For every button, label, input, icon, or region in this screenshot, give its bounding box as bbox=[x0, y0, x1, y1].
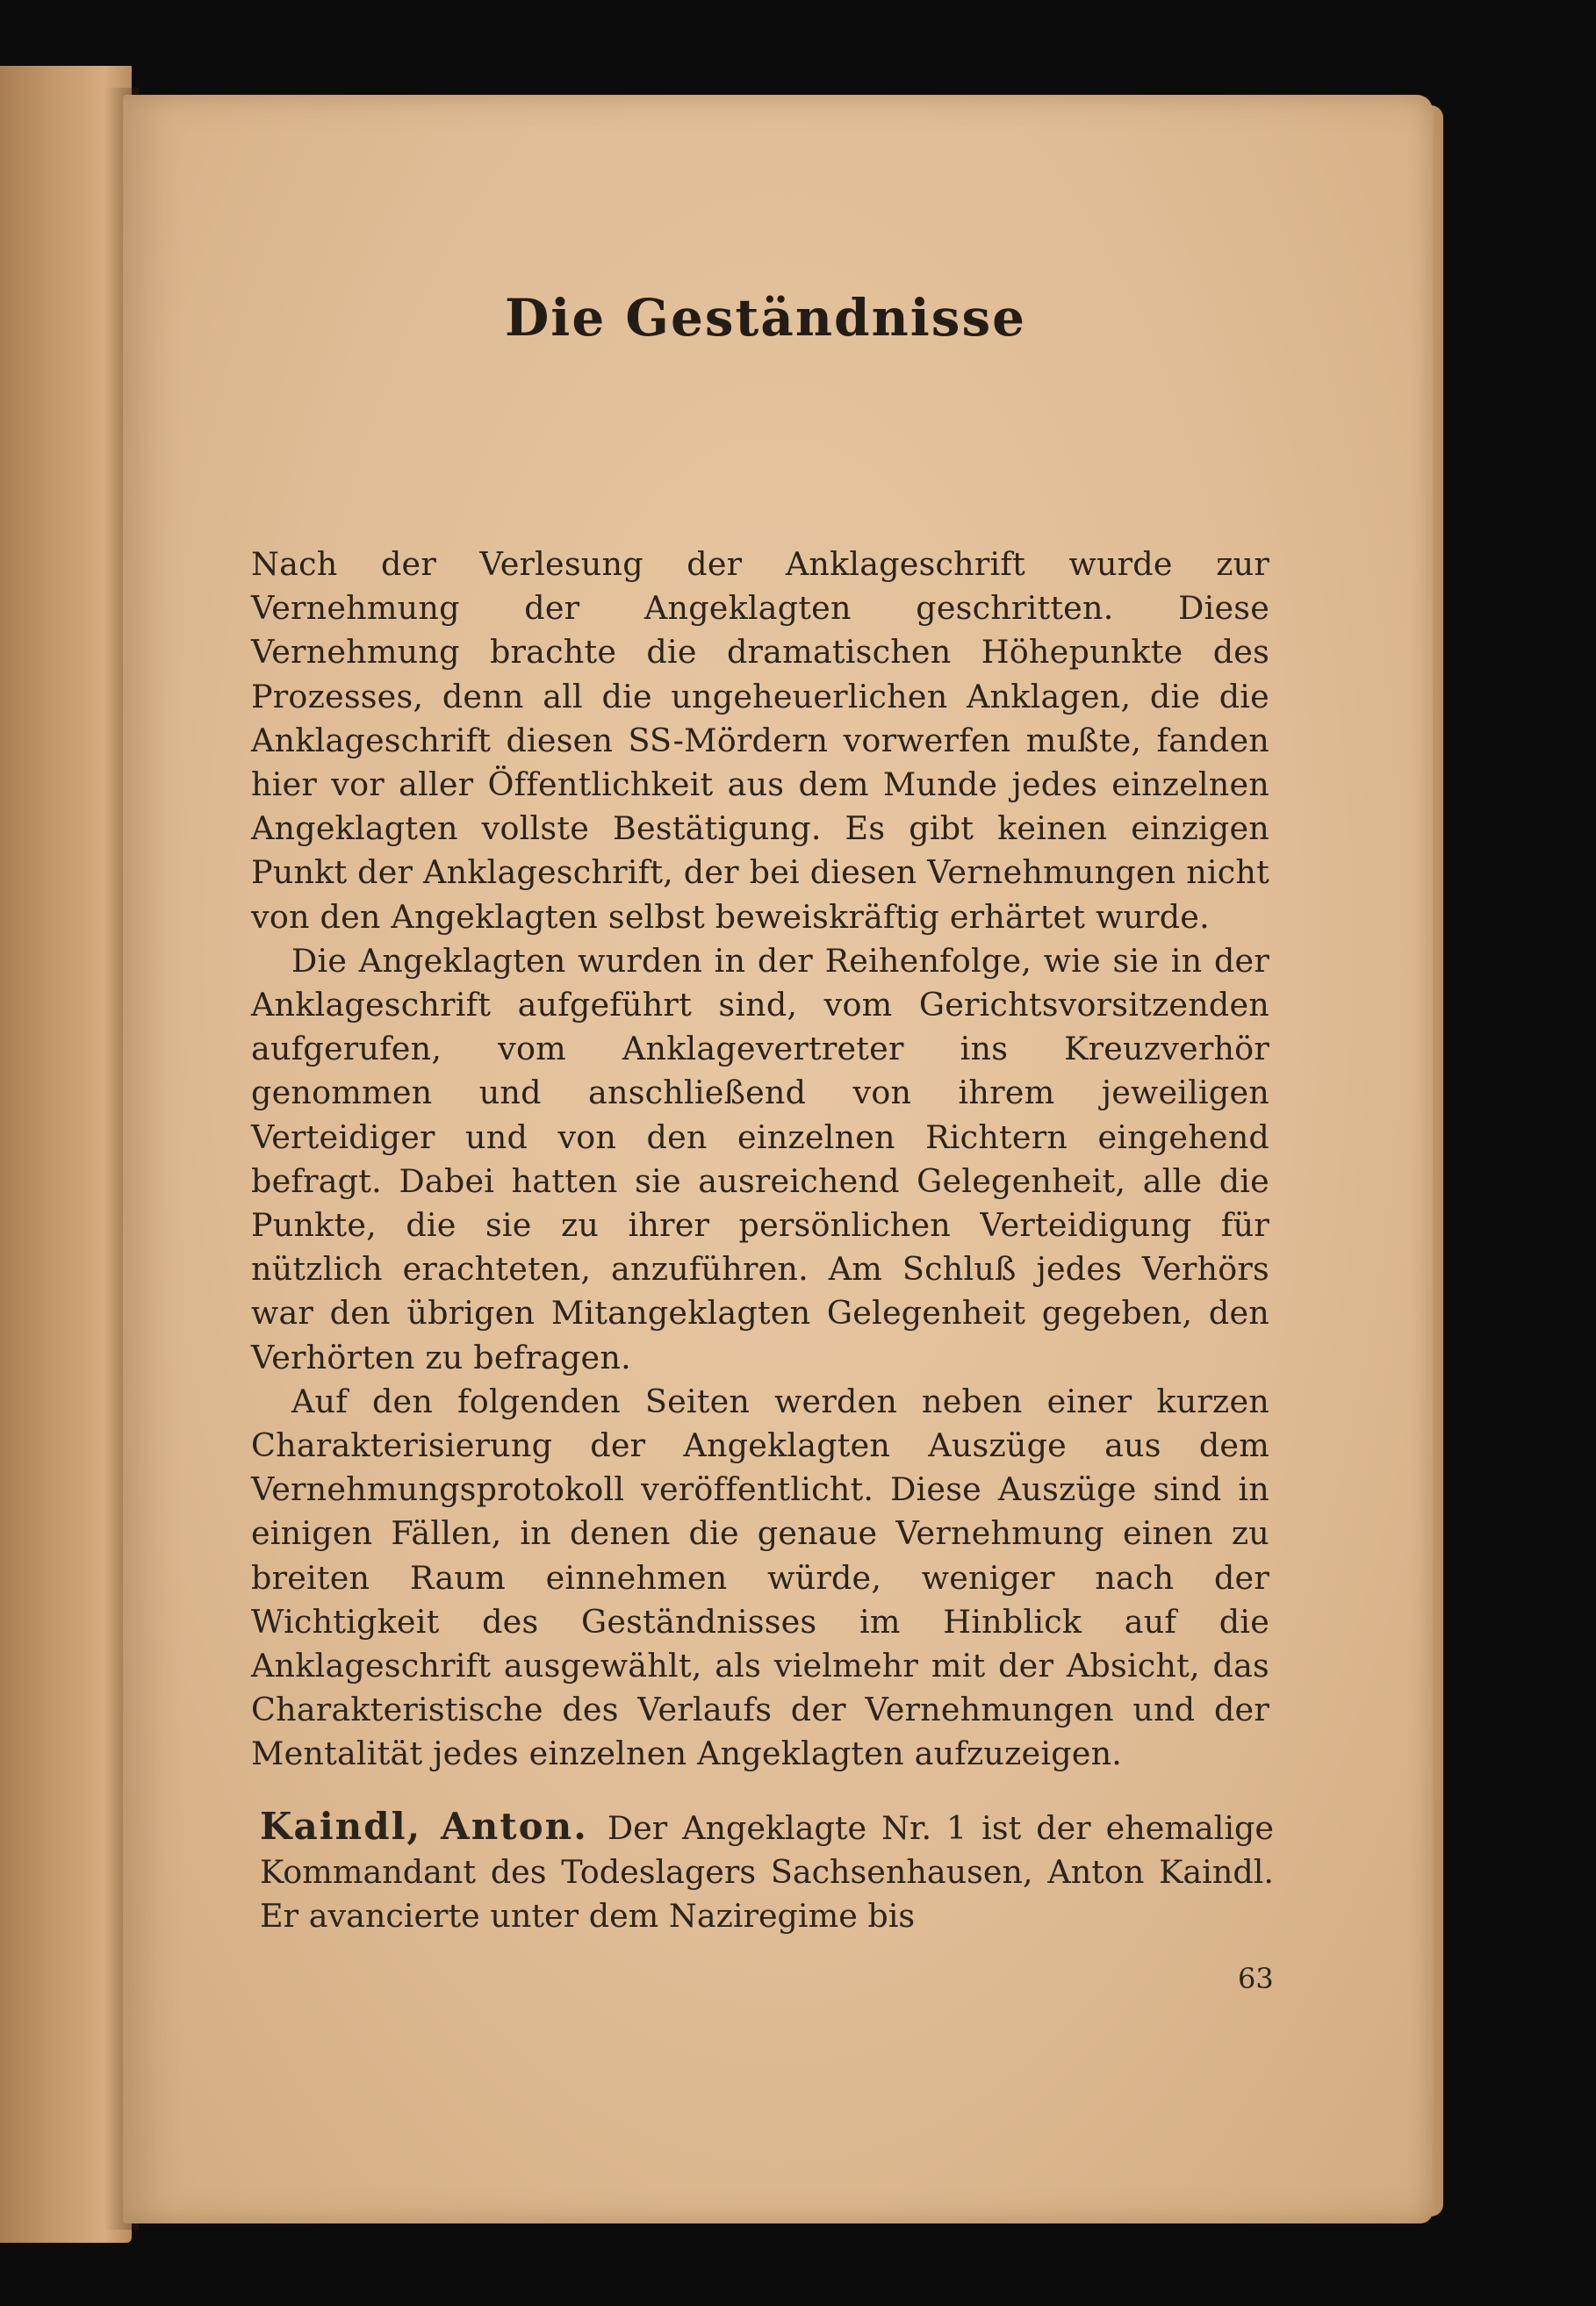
paragraph-2: Die Angeklagten wurden in der Reihenfolge, wie sie in der Anklageschrift aufgeführt sind, vom Gerichtsvorsitzenden aufgerufen, vom Anklagevertreter ins Kreuzverhör genommen und anschließend von ihrem jeweiligen Verteidiger und von den einzelnen Richtern eingehend befragt. Dabei hatten sie ausreichend Gelegenheit, alle die Punkte, die sie zu ihrer persönlichen Verteidigung für nützlich erachteten, anzuführen. Am Schluß jedes Verhörs war den übrigen Mitangeklagten Gelegenheit gegeben, den Verhörten zu befragen. bbox=[251, 941, 1269, 1376]
defendant-name: Kaindl, Anton. bbox=[260, 1805, 588, 1848]
defendant-entry-text: Der Angeklagte Nr. 1 ist der ehemalige Kommandant des Todeslagers Sachsenhausen, Anton Kaindl. Er avancierte unter dem Naziregime bis bbox=[260, 1809, 1274, 1936]
body-text bbox=[251, 542, 1269, 1777]
page-title: Die Geständnisse bbox=[505, 288, 1027, 348]
defendant-entry bbox=[260, 1805, 1274, 1939]
paragraph-3: Auf den folgenden Seiten werden neben einer kurzen Charakterisierung der Angeklagten Auszüge aus dem Vernehmungsprotokoll veröffentlicht. Diese Auszüge sind in einigen Fällen, in denen die genaue Vernehmung einen zu breiten Raum einnehmen würde, weniger nach der Wichtigkeit des Geständnisses im Hinblick auf die Anklageschrift ausgewählt, als vielmehr mit der Absicht, das Charakteristische des Verlaufs der Vernehmungen und der Mentalität jedes einzelnen Angeklagten aufzuzeigen. bbox=[251, 1382, 1269, 1773]
paragraph-1: Nach der Verlesung der Anklageschrift wurde zur Vernehmung der Angeklagten geschritten. Diese Vernehmung brachte die dramatischen Höhepunkte des Prozesses, denn all die ungeheuerlichen Anklagen, die die Anklageschrift diesen SS-Mördern vorwerfen mußte, fanden hier vor aller Öffentlichkeit aus dem Munde jedes einzelnen Angeklagten vollste Bestätigung. Es gibt keinen einzigen Punkt der Anklageschrift, der bei diesen Vernehmungen nicht von den Angeklagten selbst beweiskräftig erhärtet wurde. bbox=[251, 545, 1269, 936]
page-number: 63 bbox=[1238, 1962, 1274, 1995]
